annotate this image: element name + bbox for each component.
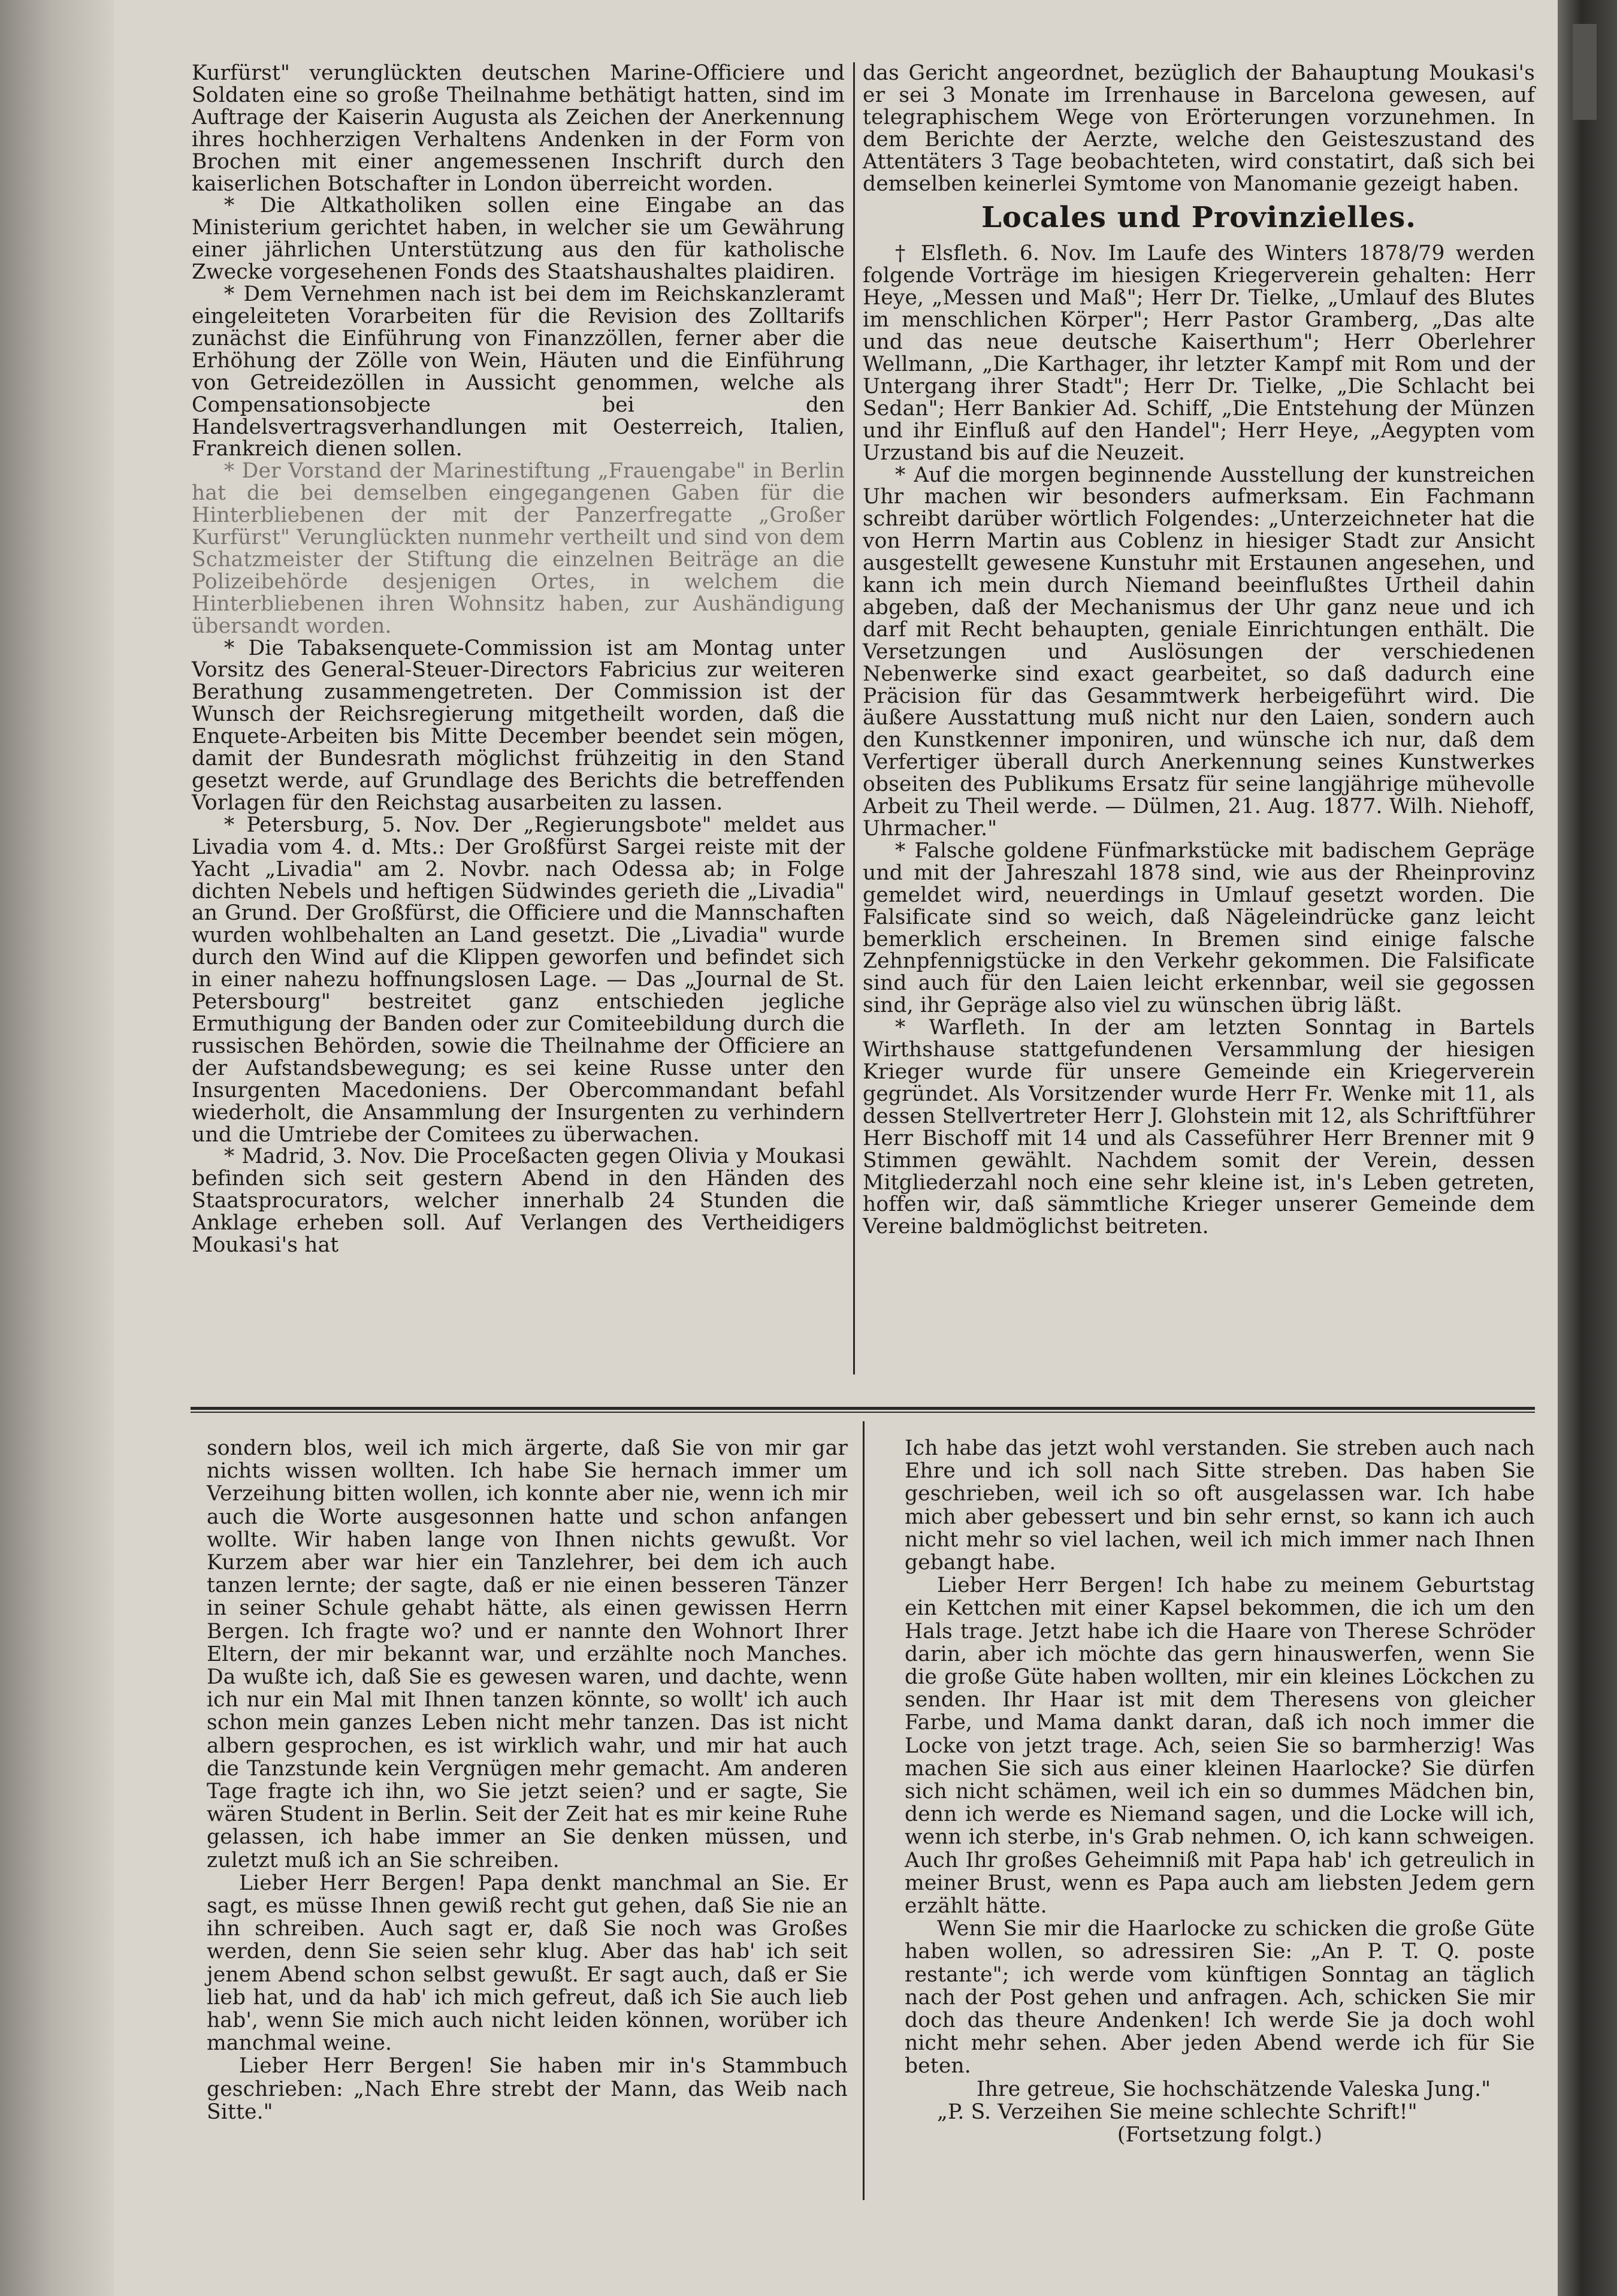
letter-paragraph-5: Lieber Herr Bergen! Ich habe zu meinem Geburtstag ein Kettchen mit einer Kapsel bekommen, die ich um den Hals trage. Jetzt habe ich die Haare von Therese Schröder darin, aber ich möchte das gern hinauswerfen, wenn Sie die große Güte haben wollten, mir ein kleines Löckchen zu senden. Ihr Haar ist mit dem Theresens von gleicher Farbe, und Mama dankt daran, daß ich noch immer die Locke von jetzt trage. Ach, seien Sie so barmherzig! Was machen Sie sich aus einer kleinen Haarlocke? Sie dürfen sich nicht schämen, weil ich ein so dummes Mädchen bin, denn ich werde es Niemand sagen, und die Locke will ich, wenn ich sterbe, in's Grab nehmen. O, ich kann schweigen. Auch Ihr großes Geheimniß mit Papa hab' ich getreulich in meiner Brust, wenn es Papa auch am liebsten Jedem gern erzählt hätte.: [905, 1573, 1535, 1919]
paragraph-fuenfmarkstuecke: * Falsche goldene Fünfmarkstücke mit badischem Gepräge und mit der Jahreszahl 1878 sind, wie aus der Rheinprovinz gemeldet wird, neuerdings in Umlauf gesetzt worden. Die Falsificate sind so weich, daß Nägeleindrücke ganz leicht bemerklich erscheinen. In Bremen sind einige falsche Zehnpfennigstücke in den Verkehr gekommen. Die Falsificate sind auch für den Laien leicht erkennbar, weil sie gegossen sind, ihr Gepräge also viel zu wünschen übrig läßt.: [863, 838, 1535, 1018]
paragraph-zolltarif: * Dem Vernehmen nach ist bei dem im Reichskanzleramt eingeleiteten Vorarbeiten für die Revision des Zolltarifs zunächst die Einführung von Finanzzöllen, ferner aber die Erhöhung der Zölle von Wein, Häuten und die Einführung von Getreidezöllen in Aussicht genommen, welche als Compensationsobjecte bei den Handelsvertragsverhandlungen mit Oesterreich, Italien, Frankreich dienen sollen.: [192, 282, 845, 461]
feuilleton-separator: [191, 1407, 1535, 1410]
column-news-left: [192, 62, 845, 1256]
letter-signature: Ihre getreue, Sie hochschätzende Valeska Jung.": [977, 2077, 1491, 2101]
letter-postscript: „P. S. Verzeihen Sie meine schlechte Schrift!": [937, 2099, 1417, 2124]
binding-mark: [1573, 24, 1597, 120]
letter-paragraph-4: Ich habe das jetzt wohl verstanden. Sie streben auch nach Ehre und ich soll nach Sitte streben. Das haben Sie geschrieben, weil ich so oft ausgelassen war. Ich habe mich aber gebessert und bin sehr ernst, so kann ich auch nicht mehr so viel lachen, weil ich mich immer nach Ihnen gebangt habe.: [905, 1436, 1535, 1575]
feuilleton-separator-thin: [191, 1412, 1535, 1413]
letter-paragraph-6: Wenn Sie mir die Haarlocke zu schicken die große Güte haben wollen, so adressiren Sie: „An P. T. Q. poste restante"; ich werde vom künftigen Sonntag an täglich nach der Post gehen und anfragen. Ach, schicken Sie mir doch das theure Andenken! Ich werde Sie ja doch wohl nicht mehr sehen. Aber jeden Abend werde ich für Sie beten.: [905, 1917, 1535, 2079]
paragraph-elsfleth: † Elsfleth. 6. Nov. Im Laufe des Winters 1878/79 werden folgende Vorträge im hiesigen Kriegerverein gehalten: Herr Heye, „Messen und Maß"; Herr Dr. Tielke, „Umlauf des Blutes im menschlichen Körper"; Herr Pastor Gramberg, „Das alte und das neue deutsche Kaiserthum"; Herr Oberlehrer Wellmann, „Die Karthager, ihr letzter Kampf mit Rom und der Untergang ihrer Stadt"; Herr Dr. Tielke, „Die Schlacht bei Sedan"; Herr Bankier Ad. Schiff, „Die Entstehung der Münzen und ihr Einfluß auf den Handel"; Herr Heye, „Aegypten vom Urzustand bis auf die Neuzeit.: [863, 241, 1535, 465]
paragraph-altkatholiken: * Die Altkatholiken sollen eine Eingabe an das Ministerium gerichtet haben, in welcher sie um Gewährung einer jährlichen Unterstützung aus den für katholische Zwecke vorgesehenen Fonds des Staatshaushaltes plaidiren.: [192, 194, 845, 285]
column-feuilleton-left: [207, 1437, 848, 2123]
column-feuilleton-right: [905, 1437, 1535, 2146]
paragraph-warfleth: * Warfleth. In der am letzten Sonntag in Bartels Wirthshause stattgefundenen Versammlung der hiesigen Krieger wurde für unsere Gemeinde ein Kriegerverein gegründet. Als Vorsitzender wurde Herr Fr. Wenke mit 11, als dessen Stellvertreter Herr J. Glohstein mit 12, als Schriftführer Herr Bischoff mit 14 und als Casseführer Herr Brenner mit 9 Stimmen gewählt. Nachdem somit der Verein, dessen Mitgliederzahl noch eine sehr kleine ist, in's Leben getreten, hoffen wir, daß sämmtliche Krieger unserer Gemeinde dem Vereine baldmöglichst beitreten.: [863, 1016, 1535, 1239]
page-shadow-edge: [0, 0, 114, 2296]
letter-paragraph-1: sondern blos, weil ich mich ärgerte, daß Sie von mir gar nichts wissen wollten. Ich habe Sie hernach immer um Verzeihung bitten wollen, ich konnte aber nie, wenn ich mir auch die Worte ausgesonnen hatte und schon anfangen wollte. Wir haben lange von Ihnen nichts gewußt. Vor Kurzem aber war hier ein Tanzlehrer, bei dem ich auch tanzen lernte; der sagte, daß er nie einen besseren Tänzer in seiner Schule gehabt hätte, als einen gewissen Herrn Bergen. Ich fragte wo? und er nannte den Wohnort Ihrer Eltern, der mir bekannt war, und erzählte noch Manches. Da wußte ich, daß Sie es gewesen waren, und dachte, wenn ich nur ein Mal mit Ihnen tanzen könnte, so wollt' ich auch schon mein ganzes Leben nicht mehr tanzen. Das ist nicht albern gesprochen, es ist wirklich wahr, und mir hat auch die Tanzstunde kein Vergnügen mehr gemacht. Am anderen Tage fragte ich ihn, wo Sie jetzt seien? und er sagte, Sie wären Student in Berlin. Seit der Zeit hat es mir keine Ruhe gelassen, ich habe immer an Sie denken müssen, und zuletzt muß ich an Sie schreiben.: [207, 1436, 848, 1872]
continuation-note: (Fortsetzung folgt.): [1117, 2123, 1323, 2147]
paragraph-madrid-continued: das Gericht angeordnet, bezüglich der Bahauptung Moukasi's er sei 3 Monate im Irrenhause in Barcelona gewesen, auf telegraphischem Wege von Erörterungen vorzunehmen. In dem Berichte der Aerzte, welche den Geisteszustand des Attentäters 3 Tage beobachteten, wird constatirt, daß sich bei demselben keinerlei Symtome von Manomanie gezeigt haben.: [863, 61, 1535, 196]
section-heading: Locales und Provinzielles.: [981, 201, 1416, 235]
paragraph-petersburg: * Petersburg, 5. Nov. Der „Regierungsbote" meldet aus Livadia vom 4. d. Mts.: Der Großfürst Sargei reiste mit der Yacht „Livadia" am 2. Novbr. nach Odessa ab; in Folge dichten Nebels und heftigen Südwindes gerieth die „Livadia" an Grund. Der Großfürst, die Officiere und die Mannschaften wurden wohlbehalten an Land gesetzt. Die „Livadia" wurde durch den Wind auf die Klippen geworfen und befindet sich in einer nahezu hoffnungslosen Lage. — Das „Journal de St. Petersbourg" bestreitet ganz entschieden jegliche Ermuthigung der Banden oder zur Comiteebildung durch die russischen Behörden, sowie die Theilnahme der Officiere an der Aufstandsbewegung; es sei keine Russe unter den Insurgenten Macedoniens. Der Obercommandant befahl wiederholt, die Ansammlung der Insurgenten zu verhindern und die Umtriebe der Comitees zu überwachen.: [192, 812, 845, 1147]
column-divider-bottom: [863, 1421, 865, 2200]
paragraph-tabaksenquete: * Die Tabaksenquete-Commission ist am Montag unter Vorsitz des General-Steuer-Directors Fabricius zur weiteren Berathung zusammengetreten. Der Commission ist der Wunsch der Reichsregierung mitgetheilt worden, daß die Enquete-Arbeiten bis Mitte December beendet sein mögen, damit der Bundesrath möglichst frühzeitig in den Stand gesetzt werde, auf Grundlage des Berichts die betreffenden Vorlagen für den Reichstag ausarbeiten zu lassen.: [192, 636, 845, 815]
column-divider-top: [853, 62, 855, 1374]
paragraph-kunstuhr: * Auf die morgen beginnende Ausstellung der kunstreichen Uhr machen wir besonders aufmerksam. Ein Fachmann schreibt darüber wörtlich Folgendes: „Unterzeichneter hat die von Herrn Martin aus Coblenz in hiesiger Stadt zur Ansicht ausgestellt gewesene Kunstuhr mit Erstaunen angesehen, und kann ich mein durch Niemand beeinflußtes Urtheil dahin abgeben, daß der Mechanismus der Uhr ganz neue und ich darf mit Recht behaupten, geniale Einrichtungen enthält. Die Versetzungen und Auslösungen der verschiedenen Nebenwerke sind exact gearbeitet, so daß dadurch eine Präcision für das Gesammtwerk herbeigeführt wird. Die äußere Ausstattung muß nicht nur den Laien, sondern auch den Kunstkenner imponiren, und wünsche ich nur, daß dem Verfertiger überall durch Anerkennung seines Kunstwerkes obseiten des Publikums Ersatz für seine langjährige mühevolle Arbeit zu Theil werde. — Dülmen, 21. Aug. 1877. Wilh. Niehoff, Uhrmacher.": [863, 463, 1535, 841]
column-news-right: [863, 62, 1535, 1238]
paragraph-brochen: Kurfürst" verunglückten deutschen Marine-Officiere und Soldaten eine so große Theilnahme bethätigt hatten, sind im Auftrage der Kaiserin Augusta als Zeichen der Anerkennung ihres hochherzigen Verhaltens Andenken in der Form von Brochen mit einer angemessenen Inschrift durch den kaiserlichen Botschafter in London überreicht worden.: [192, 61, 845, 196]
book-spine: [1558, 0, 1617, 2296]
paragraph-madrid: * Madrid, 3. Nov. Die Proceßacten gegen Olivia y Moukasi befinden sich seit gestern Abend in den Händen des Staatsprocurators, welcher innerhalb 24 Stunden die Anklage erheben soll. Auf Verlangen des Vertheidigers Moukasi's hat: [192, 1144, 845, 1258]
paragraph-frauengabe: * Der Vorstand der Marinestiftung „Frauengabe" in Berlin hat die bei demselben eingegangenen Gaben für die Hinterbliebenen der mit der Panzerfregatte „Großer Kurfürst" Verunglückten nunmehr vertheilt und sind von dem Schatzmeister der Stiftung die einzelnen Beiträge an die Polizeibehörde desjenigen Ortes, in welchem die Hinterbliebenen ihren Wohnsitz haben, zur Aushändigung übersandt worden.: [192, 459, 845, 638]
letter-paragraph-2: Lieber Herr Bergen! Papa denkt manchmal an Sie. Er sagt, es müsse Ihnen gewiß recht gut gehen, daß Sie nie an ihn schreiben. Auch sagt er, daß Sie noch was Großes werden, denn Sie seien sehr klug. Aber das hab' ich seit jenem Abend schon selbst gewußt. Er sagt auch, daß er Sie lieb hat, und da hab' ich mich gefreut, daß ich Sie auch lieb hab', wenn Sie mich auch nicht leiden können, worüber ich manchmal weine.: [207, 1871, 848, 2056]
letter-paragraph-3: Lieber Herr Bergen! Sie haben mir in's Stammbuch geschrieben: „Nach Ehre strebt der Mann, das Weib nach Sitte.": [207, 2054, 848, 2124]
